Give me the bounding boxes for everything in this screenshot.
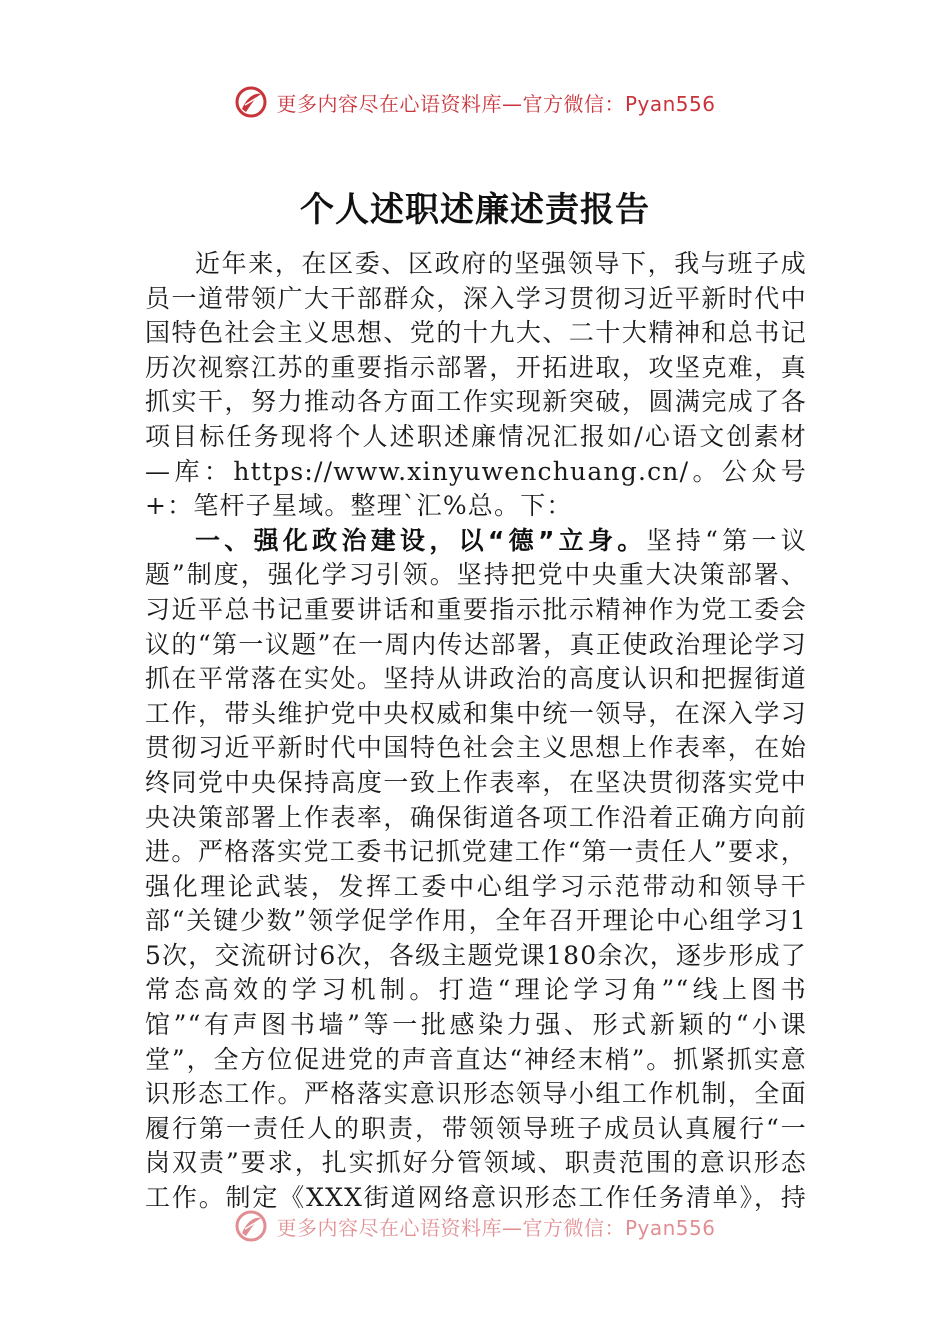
section-paragraph <box>145 524 807 1212</box>
brand-logo-icon <box>234 1209 268 1243</box>
section-body: 坚持“第一议题”制度，强化学习引领。坚持把党中央重大决策部署、习近平总书记重要讲话和重要指示批示精神作为党工委会议的“第一议题”在一周内传达部署，真正使政治理论学习抓在平常落在实处。坚持从讲政治的高度认识和把握街道工作，带头维护党中央权威和集中统一领导，在深入学习贯彻习近平新时代中国特色社会主义思想上作表率，在始终同党中央保持高度一致上作表率，在坚决贯彻落实党中央决策部署上作表率，确保街道各项工作沿着正确方向前进。严格落实党工委书记抓党建工作“第一责任人”要求，强化理论武装，发挥工委中心组学习示范带动和领导干部“关键少数”领学促学作用，全年召开理论中心组学习15次，交流研讨6次，各级主题党课180余次，逐步形成了常态高效的学习机制。打造“理论学习角”“线上图书馆”“有声图书墙”等一批感染力强、形式新颖的“小课堂”，全方位促进党的声音直达“神经末梢”。抓紧抓实意识形态工作。严格落实意识形态领导小组工作机制，全面履行第一责任人的职责，带领领导班子成员认真履行“一岗双责”要求，扎实抓好分管领域、职责范围的意识形态工作。制定《XXX街道网络意识形态工作任务清单》，持 <box>145 525 807 1212</box>
footer-watermark-banner <box>0 1206 950 1246</box>
banner-text: 更多内容尽在心语资料库—官方微信：Pyan556 <box>276 1215 716 1240</box>
document-title: 个人述职述廉述责报告 <box>300 190 650 230</box>
banner-text: 更多内容尽在心语资料库—官方微信：Pyan556 <box>276 91 716 116</box>
document-body <box>145 247 807 1212</box>
intro-paragraph: 近年来，在区委、区政府的坚强领导下，我与班子成员一道带领广大干部群众，深入学习贯彻习近平新时代中国特色社会主义思想、党的十九大、二十大精神和总书记历次视察江苏的重要指示部署，开拓进取，攻坚克难，真抓实干，努力推动各方面工作实现新突破，圆满完成了各项目标任务现将个人述职述廉情况汇报如/心语文创素材—库：https://www.xinyuwenchuang.cn/。公众号+：笔杆子星域。整理`汇%总。下： <box>145 249 807 521</box>
section-heading: 一、强化政治建设，以“德”立身。 <box>195 525 647 555</box>
